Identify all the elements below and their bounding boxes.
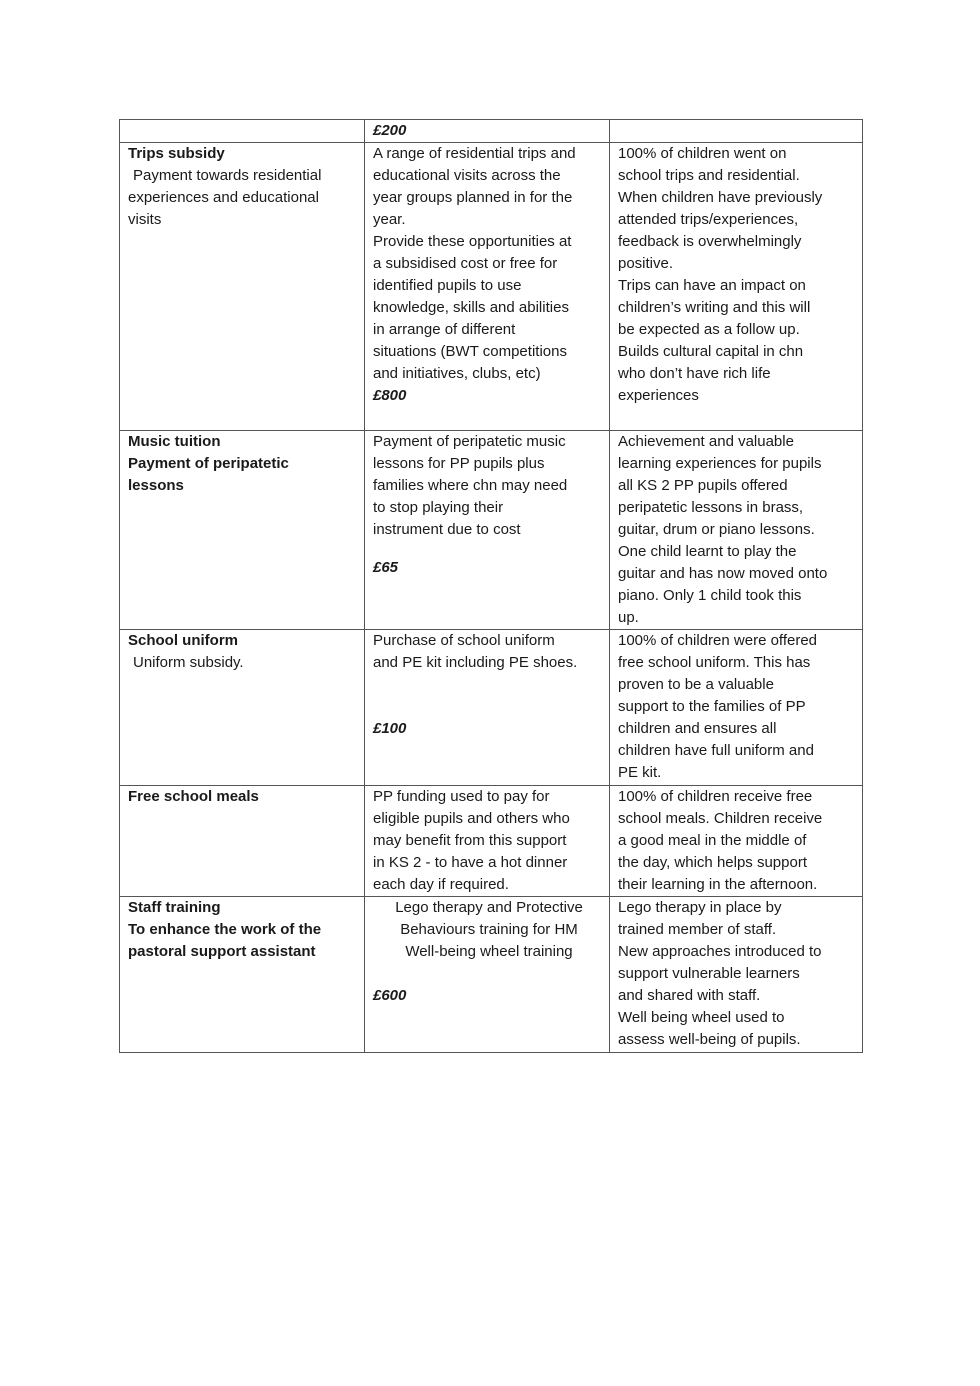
text-line: Well-being wheel training — [405, 943, 573, 960]
cost-value: £200 — [373, 122, 407, 139]
table-cell — [120, 897, 365, 1053]
text-line: New approaches introduced to — [618, 943, 822, 960]
table-cell — [610, 143, 863, 431]
table-cell — [365, 143, 610, 431]
table-cell — [120, 143, 365, 431]
text-line: Well being wheel used to — [618, 1009, 785, 1026]
table-row — [120, 120, 863, 143]
text-line: positive. — [618, 255, 674, 272]
text-line: lessons for PP pupils plus — [373, 455, 545, 472]
row-title: pastoral support assistant — [128, 943, 316, 960]
text-line: and initiatives, clubs, etc) — [373, 365, 541, 382]
cost-value: £600 — [373, 987, 407, 1004]
text-line: their learning in the afternoon. — [618, 876, 818, 893]
text-line: eligible pupils and others who — [373, 810, 570, 827]
table-row — [120, 143, 863, 431]
text-line: educational visits across the — [373, 167, 561, 184]
text-line: may benefit from this support — [373, 832, 567, 849]
row-title: Free school meals — [128, 788, 259, 805]
text-line: Payment of peripatetic music — [373, 433, 566, 450]
text-line: Achievement and valuable — [618, 433, 794, 450]
text-line: who don’t have rich life — [618, 365, 771, 382]
text-line: feedback is overwhelmingly — [618, 233, 802, 250]
text-line: trained member of staff. — [618, 921, 777, 938]
text-line: Builds cultural capital in chn — [618, 343, 804, 360]
text-line: attended trips/experiences, — [618, 211, 799, 228]
row-title: lessons — [128, 477, 184, 494]
table-row — [120, 630, 863, 786]
text-line: Trips can have an impact on — [618, 277, 806, 294]
row-title: Staff training — [128, 899, 221, 916]
text-line: free school uniform. This has — [618, 654, 811, 671]
table-cell — [365, 630, 610, 786]
table-cell — [365, 120, 610, 143]
table-cell — [365, 786, 610, 897]
row-title: To enhance the work of the — [128, 921, 322, 938]
table-row — [120, 431, 863, 630]
text-line: PE kit. — [618, 764, 662, 781]
table-cell — [610, 630, 863, 786]
table-cell — [120, 630, 365, 786]
text-line: One child learnt to play the — [618, 543, 797, 560]
text-line: experiences — [618, 387, 699, 404]
table-cell — [120, 431, 365, 630]
text-line: instrument due to cost — [373, 521, 521, 538]
row-title: School uniform — [128, 632, 238, 649]
text-line: Provide these opportunities at — [373, 233, 572, 250]
text-line: support to the families of PP — [618, 698, 806, 715]
text-line: situations (BWT competitions — [373, 343, 567, 360]
text-line: and PE kit including PE shoes. — [373, 654, 578, 671]
text-line: the day, which helps support — [618, 854, 808, 871]
text-line: in arrange of different — [373, 321, 516, 338]
table-cell — [610, 897, 863, 1053]
text-line: Behaviours training for HM — [400, 921, 578, 938]
text-line: When children have previously — [618, 189, 823, 206]
text-line: children have full uniform and — [618, 742, 814, 759]
text-line: school trips and residential. — [618, 167, 800, 184]
text-line: support vulnerable learners — [618, 965, 800, 982]
text-line: all KS 2 PP pupils offered — [618, 477, 788, 494]
text-line: and shared with staff. — [618, 987, 761, 1004]
text-line: assess well-being of pupils. — [618, 1031, 801, 1048]
text-line: a good meal in the middle of — [618, 832, 807, 849]
text-line: children’s writing and this will — [618, 299, 811, 316]
text-line: year. — [373, 211, 406, 228]
row-title: Music tuition — [128, 433, 221, 450]
row-subtitle: Payment towards residential — [133, 167, 322, 184]
cost-value: £800 — [373, 387, 407, 404]
text-line: to stop playing their — [373, 499, 504, 516]
text-line: families where chn may need — [373, 477, 568, 494]
text-line: knowledge, skills and abilities — [373, 299, 569, 316]
pupil-premium-table — [119, 119, 863, 1053]
text-line: children and ensures all — [618, 720, 777, 737]
text-line: proven to be a valuable — [618, 676, 774, 693]
text-line: 100% of children went on — [618, 145, 787, 162]
table-cell — [120, 786, 365, 897]
text-line: Lego therapy and Protective — [395, 899, 583, 916]
text-line: 100% of children receive free — [618, 788, 813, 805]
text-line: each day if required. — [373, 876, 509, 893]
table-cell — [610, 120, 863, 143]
table-cell — [120, 120, 365, 143]
text-line: in KS 2 - to have a hot dinner — [373, 854, 568, 871]
cost-value: £100 — [373, 720, 407, 737]
row-title: Payment of peripatetic — [128, 455, 289, 472]
text-line: identified pupils to use — [373, 277, 522, 294]
text-line: Purchase of school uniform — [373, 632, 555, 649]
text-line: guitar and has now moved onto — [618, 565, 828, 582]
text-line: learning experiences for pupils — [618, 455, 822, 472]
text-line: Lego therapy in place by — [618, 899, 782, 916]
text-line: guitar, drum or piano lessons. — [618, 521, 815, 538]
row-subtitle: experiences and educational — [128, 189, 319, 206]
table-cell — [365, 431, 610, 630]
text-line: A range of residential trips and — [373, 145, 576, 162]
text-line: be expected as a follow up. — [618, 321, 800, 338]
table-row — [120, 786, 863, 897]
cost-value: £65 — [373, 559, 399, 576]
text-line: a subsidised cost or free for — [373, 255, 558, 272]
text-line: year groups planned in for the — [373, 189, 573, 206]
row-title: Trips subsidy — [128, 145, 225, 162]
table-cell — [610, 786, 863, 897]
text-line: peripatetic lessons in brass, — [618, 499, 804, 516]
text-line: PP funding used to pay for — [373, 788, 550, 805]
text-line: 100% of children were offered — [618, 632, 818, 649]
table-cell — [365, 897, 610, 1053]
table-cell — [610, 431, 863, 630]
text-line: piano. Only 1 child took this — [618, 587, 802, 604]
text-line: up. — [618, 609, 639, 626]
row-subtitle: Uniform subsidy. — [133, 654, 244, 671]
row-subtitle: visits — [128, 211, 162, 228]
table-row — [120, 897, 863, 1053]
text-line: school meals. Children receive — [618, 810, 823, 827]
